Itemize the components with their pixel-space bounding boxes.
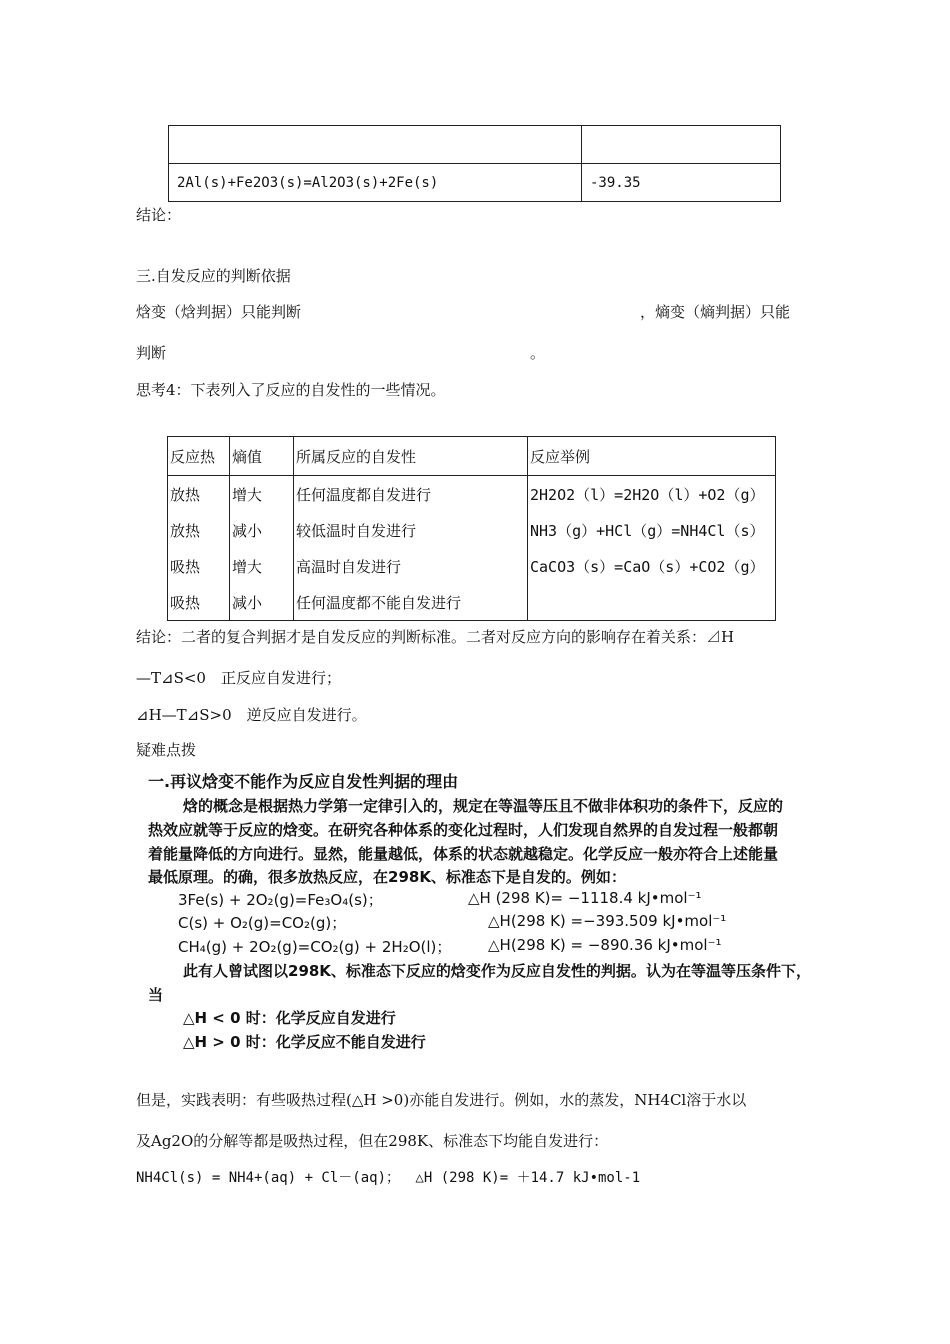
equation-left: CH₄(g) + 2O₂(g)=CO₂(g) + 2H₂O(l)； — [178, 938, 452, 956]
header-cell: 反应举例 — [528, 437, 776, 476]
cell: 吸热 — [168, 548, 230, 584]
equation-right: △H (298 K)= −1118.4 kJ•mol⁻¹ — [468, 889, 702, 907]
scan-paragraph-line: 此有人曾试图以298K、标准态下反应的焓变作为反应自发性的判据。认为在等温等压条件下， — [183, 962, 811, 980]
table-row — [168, 476, 776, 513]
section-title: 三.自发反应的判断依据 — [136, 267, 291, 285]
equation-right: △H(298 K) = −890.36 kJ•mol⁻¹ — [488, 936, 722, 954]
cell: CaCO3（s）=CaO（s）+CO2（g） — [528, 548, 776, 584]
header-cell: 反应热 — [168, 437, 230, 476]
scan-heading: 一.再议焓变不能作为反应自发性判据的理由 — [148, 772, 459, 791]
value-cell — [582, 126, 781, 164]
cell: 放热 — [168, 512, 230, 548]
judge-line-start: 判断 — [136, 344, 167, 362]
cell — [528, 584, 776, 621]
value-cell: -39.35 — [582, 164, 781, 202]
cell: 放热 — [168, 476, 230, 513]
cell: 任何温度都自发进行 — [294, 476, 528, 513]
conclusion-label: 结论： — [136, 206, 182, 224]
condition-line: △H > 0 时：化学反应不能自发进行 — [183, 1033, 426, 1051]
reaction-cell — [169, 126, 582, 164]
condition-line: △H < 0 时：化学反应自发进行 — [183, 1009, 396, 1027]
equation-right: △H(298 K) =−393.509 kJ•mol⁻¹ — [488, 912, 727, 930]
cell: 吸热 — [168, 584, 230, 621]
table-row — [168, 584, 776, 621]
cell: 增大 — [230, 476, 294, 513]
think-4: 思考4：下表列入了反应的自发性的一些情况。 — [136, 381, 446, 399]
table-row — [169, 164, 781, 202]
cell: NH3（g）+HCl（g）=NH4Cl（s） — [528, 512, 776, 548]
table-row — [168, 548, 776, 584]
table-row — [168, 512, 776, 548]
practice-line-1: 但是，实践表明：有些吸热过程(△H >0)亦能自发进行。例如，水的蒸发，NH4Cl溶于水以 — [136, 1091, 747, 1109]
cell: 减小 — [230, 512, 294, 548]
reaction-table-1 — [168, 125, 781, 202]
header-cell: 熵值 — [230, 437, 294, 476]
scan-paragraph-line: 热效应就等于反应的焓变。在研究各种体系的变化过程时，人们发现自然界的自发过程一般都朝 — [148, 821, 779, 839]
table-header-row — [168, 437, 776, 476]
enthalpy-line-start: 焓变（焓判据）只能判断 — [136, 303, 302, 321]
conclusion-2-line-2: —T⊿S<0 正反应自发进行； — [136, 669, 341, 687]
cell: 任何温度都不能自发进行 — [294, 584, 528, 621]
cell: 高温时自发进行 — [294, 548, 528, 584]
header-cell: 所属反应的自发性 — [294, 437, 528, 476]
scan-paragraph-line: 当 — [148, 986, 164, 1004]
cell: 增大 — [230, 548, 294, 584]
scan-paragraph-line: 焓的概念是根据热力学第一定律引入的，规定在等温等压且不做非体积功的条件下，反应的 — [183, 797, 784, 815]
conclusion-2-line-1: 结论：二者的复合判据才是自发反应的判断标准。二者对反应方向的影响存在着关系：⊿H — [136, 628, 735, 646]
cell: 较低温时自发进行 — [294, 512, 528, 548]
conclusion-2-line-3: ⊿H—T⊿S>0 逆反应自发进行。 — [136, 706, 367, 724]
practice-line-2: 及Ag2O的分解等都是吸热过程，但在298K、标准态下均能自发进行： — [136, 1132, 609, 1150]
cell: 2H2O2（l）=2H2O（l）+O2（g） — [528, 476, 776, 513]
equation-left: C(s) + O₂(g)=CO₂(g)； — [178, 914, 347, 932]
final-equation: NH4Cl(s) = NH4+(aq) + Cl－(aq)； △H (298 K)= ＋14.7 kJ•mol-1 — [136, 1170, 641, 1186]
table-row — [169, 126, 781, 164]
scan-paragraph-line: 着能量降低的方向进行。显然，能量越低，体系的状态就越稳定。化学反应一般亦符合上述能量 — [148, 845, 779, 863]
judge-line-end: 。 — [530, 344, 546, 362]
equation-left: 3Fe(s) + 2O₂(g)=Fe₃O₄(s)； — [178, 891, 383, 909]
enthalpy-line-end: ，熵变（熵判据）只能 — [640, 303, 791, 321]
cell: 减小 — [230, 584, 294, 621]
difficulty-title: 疑难点拨 — [136, 741, 197, 759]
scan-paragraph-line: 最低原理。的确，很多放热反应，在298K、标准态下是自发的。例如： — [148, 868, 626, 886]
reaction-cell: 2Al(s)+Fe2O3(s)=Al2O3(s)+2Fe(s) — [169, 164, 582, 202]
spontaneity-table — [167, 436, 776, 621]
